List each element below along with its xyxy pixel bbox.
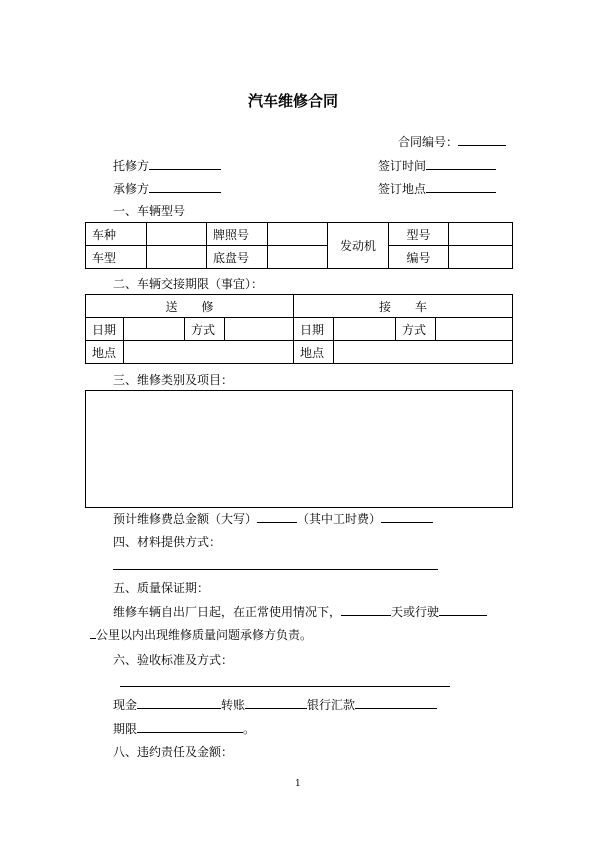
vehicle-table	[85, 222, 513, 269]
sign-time-blank[interactable]	[426, 159, 496, 170]
contractor-field	[113, 182, 221, 195]
labor-label: （其中工时费）	[297, 512, 382, 526]
payment-line	[113, 698, 437, 711]
warranty-days-blank[interactable]	[341, 605, 391, 616]
page-title: 汽车维修合同	[248, 92, 339, 110]
receive-date-cell[interactable]	[334, 318, 396, 341]
section8-heading: 八、违约责任及金额：	[113, 745, 234, 759]
section5-heading: 五、质量保证期：	[113, 581, 210, 595]
engine-label: 发动机	[328, 223, 389, 269]
sign-time-field	[378, 159, 496, 172]
client-field	[113, 159, 221, 172]
car-model-label: 车型	[86, 246, 147, 269]
vehicle-type-cell[interactable]	[147, 223, 207, 246]
sign-time-label: 签订时间	[378, 159, 427, 173]
page-number: 1	[295, 779, 301, 789]
cash-label: 现金	[113, 698, 138, 712]
send-header: 送 修	[86, 295, 294, 318]
material-blank[interactable]	[113, 569, 438, 570]
estimate-line	[113, 512, 433, 525]
plate-cell[interactable]	[268, 223, 328, 246]
send-method-cell[interactable]	[225, 318, 294, 341]
send-date-label: 日期	[86, 318, 124, 341]
contract-number-label: 合同编号：	[398, 135, 459, 149]
plate-label: 牌照号	[207, 223, 268, 246]
warranty-km-blank[interactable]	[439, 605, 487, 616]
transfer-label: 转账	[221, 698, 246, 712]
section6-heading: 六、验收标准及方式：	[113, 653, 234, 667]
handover-table	[85, 294, 513, 364]
bank-blank[interactable]	[355, 698, 437, 709]
warranty-text-b: 天或行驶	[391, 605, 440, 619]
term-end: 。	[243, 722, 256, 736]
section2-heading: 二、车辆交接期限（事宜）：	[113, 277, 264, 291]
send-method-label: 方式	[185, 318, 225, 341]
send-place-cell[interactable]	[124, 341, 294, 364]
contract-number-field	[398, 135, 506, 148]
term-line	[113, 722, 255, 735]
send-place-label: 地点	[86, 341, 124, 364]
contractor-blank[interactable]	[149, 182, 221, 193]
car-model-cell[interactable]	[147, 246, 207, 269]
repair-items-box[interactable]	[85, 390, 513, 508]
estimate-blank[interactable]	[257, 512, 297, 523]
labor-blank[interactable]	[381, 512, 433, 523]
model-label: 型号	[389, 223, 449, 246]
serial-cell[interactable]	[449, 246, 513, 269]
client-blank[interactable]	[149, 159, 221, 170]
model-cell[interactable]	[449, 223, 513, 246]
sign-place-field	[378, 182, 496, 195]
warranty-line2	[90, 628, 312, 641]
warranty-line1	[113, 605, 487, 618]
contract-number-blank[interactable]	[458, 135, 506, 146]
cash-blank[interactable]	[137, 698, 221, 709]
warranty-text-c: 公里以内出现维修质量问题承修方负责。	[96, 628, 313, 642]
receive-header: 接 车	[294, 295, 513, 318]
vehicle-type-label: 车种	[86, 223, 147, 246]
serial-label: 编号	[389, 246, 449, 269]
receive-place-cell[interactable]	[334, 341, 513, 364]
chassis-cell[interactable]	[268, 246, 328, 269]
receive-method-cell[interactable]	[436, 318, 513, 341]
transfer-blank[interactable]	[245, 698, 307, 709]
term-label: 期限	[113, 722, 138, 736]
contractor-label: 承修方	[113, 182, 150, 196]
send-date-cell[interactable]	[124, 318, 185, 341]
sign-place-label: 签订地点	[378, 182, 427, 196]
receive-method-label: 方式	[396, 318, 436, 341]
acceptance-blank[interactable]	[120, 686, 450, 687]
client-label: 托修方	[113, 159, 150, 173]
section4-heading: 四、材料提供方式：	[113, 535, 222, 549]
sign-place-blank[interactable]	[426, 182, 496, 193]
warranty-text-a: 维修车辆自出厂日起，在正常使用情况下，	[113, 605, 342, 619]
section1-heading: 一、车辆型号	[113, 204, 186, 218]
receive-date-label: 日期	[294, 318, 334, 341]
chassis-label: 底盘号	[207, 246, 268, 269]
bank-label: 银行汇款	[307, 698, 356, 712]
section3-heading: 三、维修类别及项目：	[113, 373, 234, 387]
term-blank[interactable]	[137, 722, 243, 733]
receive-place-label: 地点	[294, 341, 334, 364]
estimate-label: 预计维修费总金额（大写）	[113, 512, 258, 526]
